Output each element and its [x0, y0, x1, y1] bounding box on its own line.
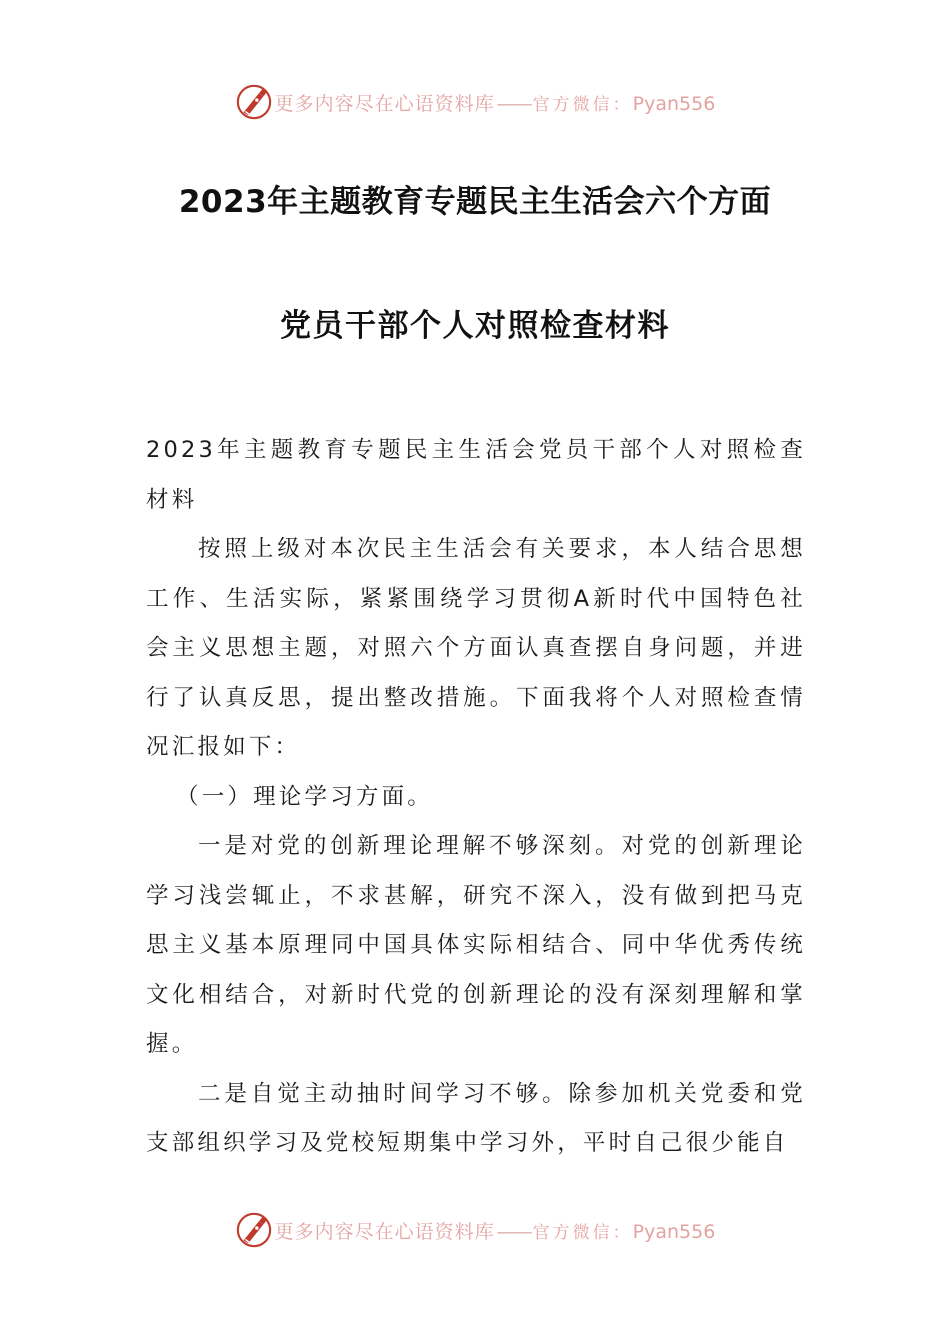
watermark-banner-top: [0, 82, 950, 122]
watermark-text: [275, 1217, 716, 1244]
intro-paragraph: 按照上级对本次民主生活会有关要求，本人结合思想工作、生活实际，紧紧围绕学习贯彻A新时代中国特色社会主义思想主题，对照六个方面认真查摆自身问题，并进行了认真反思，提出整改措施。下面我将个人对照检查情况汇报如下：: [146, 536, 806, 760]
watermark-dash: ——: [496, 92, 531, 115]
watermark-text: [275, 89, 716, 116]
watermark-wechat-id: Pyan556: [632, 92, 716, 115]
document-body: [146, 426, 806, 1169]
body-heading-line: 2023年主题教育专题民主生活会党员干部个人对照检查材料: [146, 437, 806, 513]
watermark-wechat-label: 官方微信：: [532, 94, 633, 115]
watermark-banner-bottom: [0, 1210, 950, 1250]
point-two-paragraph: 二是自觉主动抽时间学习不够。除参加机关党委和党支部组织学习及党校短期集中学习外，平时自己很少能自: [146, 1080, 806, 1156]
watermark-dash: ——: [496, 1220, 531, 1243]
watermark-site-text: 更多内容尽在心语资料库: [274, 1220, 495, 1243]
point-one-paragraph: 一是对党的创新理论理解不够深刻。对党的创新理论学习浅尝辄止，不求甚解，研究不深入，没有做到把马克思主义基本原理同中国具体实际相结合、同中华优秀传统文化相结合，对新时代党的创新理论的没有深刻理解和掌握。: [146, 833, 806, 1057]
watermark-wechat-id: Pyan556: [632, 1220, 716, 1243]
watermark-site-text: 更多内容尽在心语资料库: [274, 92, 495, 115]
document-title-line-2: 党员干部个人对照检查材料: [280, 308, 670, 344]
section-heading-theory: （一）理论学习方面。: [176, 783, 434, 810]
pen-nib-logo-icon: [235, 83, 273, 121]
pen-nib-logo-icon: [235, 1211, 273, 1249]
document-title-line-1: 2023年主题教育专题民主生活会六个方面: [178, 184, 772, 220]
watermark-wechat-label: 官方微信：: [532, 1222, 633, 1243]
